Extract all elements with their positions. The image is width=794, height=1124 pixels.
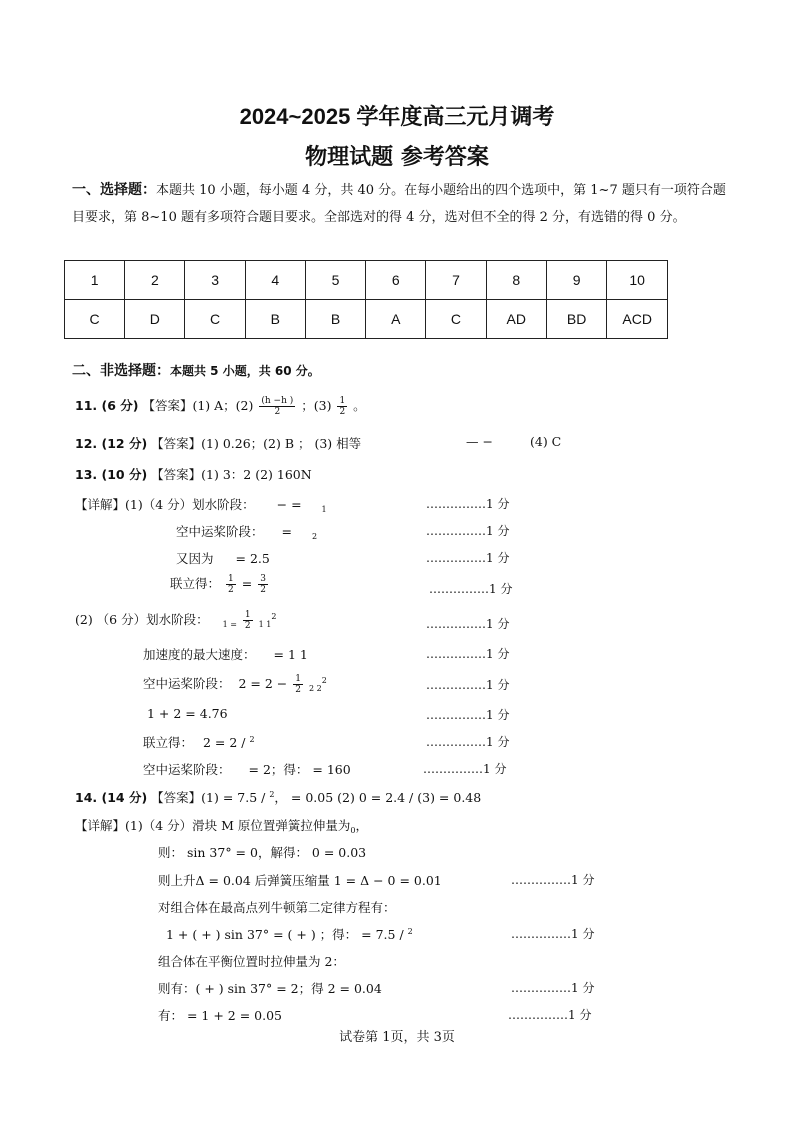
q13-part2-frac-den: 2	[244, 621, 251, 631]
q11-fraction	[259, 396, 295, 417]
answer-cell: ACD	[607, 300, 668, 339]
q13-line4-frac2-num: 3	[260, 574, 266, 584]
q13-line7-eq: 2 = 2 −	[238, 676, 288, 691]
q13-line6-eq: = 1 1	[273, 647, 308, 662]
q13-score-7: ……………1 分	[426, 678, 510, 692]
q14-score-1: ……………1 分	[511, 873, 595, 887]
q13-line2-eq: =	[281, 524, 292, 539]
q12-answer	[75, 434, 361, 452]
q13-line7-sup: 2	[321, 676, 327, 685]
q13-line4-eq: =	[241, 576, 253, 591]
q14-line4-sup: 2	[407, 927, 413, 936]
question-number-cell: 2	[125, 261, 185, 300]
q12-dash: — −	[466, 434, 493, 449]
q13-line10-eq: = 2；得： = 160	[248, 762, 351, 777]
q13-line1-sub: 1	[321, 505, 327, 514]
q13-part2-line4: 1 + 2 = 4.76	[147, 706, 228, 721]
q13-line3-label: 又因为	[176, 551, 214, 566]
answer-cell: A	[366, 300, 426, 339]
q14-detail-label: 【详解】(1)（4 分）滑块 M 原位置弹簧拉伸量为	[75, 818, 351, 833]
answer-cell: B	[305, 300, 365, 339]
q13-line2-sub: 2	[311, 532, 318, 541]
q11-fraction2-num: 1	[339, 396, 346, 406]
q11-fraction2-den: 2	[339, 407, 346, 417]
q13-part2-line2	[143, 645, 308, 663]
q13-line4-frac1-den: 2	[228, 585, 234, 595]
q14-score-4: ……………1 分	[508, 1008, 592, 1022]
q13-part2-sup: 2	[271, 612, 277, 621]
q13-line7-frac-den: 2	[295, 685, 301, 695]
answer-cell: D	[125, 300, 185, 339]
q13-part2-frac	[243, 610, 253, 631]
q13-line9-sup: 2	[249, 735, 255, 744]
q14-line7: 有： = 1 + 2 = 0.05	[158, 1008, 282, 1023]
section2-text: 本题共 5 小题，共 60 分。	[170, 364, 320, 378]
page-subtitle: 物理试题 参考答案	[305, 145, 489, 170]
q13-line9-label: 联立得：	[143, 735, 194, 750]
q13-line7-frac-num: 1	[295, 674, 301, 684]
q12-label: 12. (12 分)	[75, 436, 148, 451]
q14-answer-sup: 2	[269, 790, 275, 799]
q14-line1: 则： sin 37° = 0，解得： 0 = 0.03	[158, 845, 367, 860]
q13-score-4: ……………1 分	[429, 582, 513, 596]
answer-cell: AD	[486, 300, 546, 339]
q13-text: 【答案】(1) 3：2 (2) 160N	[151, 467, 312, 482]
q13-line7-tail: 2 2	[308, 684, 322, 693]
question-number-cell: 7	[426, 261, 486, 300]
q13-score-6: ……………1 分	[426, 647, 510, 661]
q13-label: 13. (10 分)	[75, 467, 148, 482]
q11-fraction2	[337, 396, 347, 417]
answer-cell: C	[65, 300, 125, 339]
q14-line4	[166, 925, 413, 943]
q14-score-2: ……………1 分	[511, 927, 595, 941]
q14-line5: 组合体在平衡位置时拉伸量为 2：	[158, 954, 345, 969]
question-number-cell: 8	[486, 261, 546, 300]
q11-mid: ；(3)	[301, 398, 332, 413]
q13-score-9: ……………1 分	[426, 735, 510, 749]
q14-detail	[75, 816, 368, 835]
q13-line4-label: 联立得：	[170, 576, 221, 591]
q13-part2-line1	[75, 610, 276, 631]
answer-table	[64, 260, 668, 339]
q13-line7-label: 空中运桨阶段：	[143, 676, 231, 691]
answer-cell: BD	[546, 300, 606, 339]
q13-part2-label: (2) （6 分）划水阶段：	[75, 612, 209, 627]
q13-answer	[75, 465, 312, 483]
q14-answer-text2: ， = 0.05 (2) 0 = 2.4 / (3) = 0.48	[274, 790, 482, 805]
q13-part2-tail: 1 1	[258, 620, 272, 629]
q13-part2-eq: 1 =	[222, 620, 237, 629]
q11-suffix: 。	[353, 398, 366, 413]
section1-instructions	[72, 177, 727, 231]
q13-line3-eq: = 2.5	[235, 551, 270, 566]
q14-line4-text: 1 + ( + ) sin 37° = ( + ) ；得： = 7.5 /	[166, 927, 408, 942]
q13-part2-line5	[143, 733, 255, 751]
q11-answer	[75, 396, 366, 417]
q13-line4-frac1	[226, 574, 236, 595]
q13-part2-frac-num: 1	[244, 610, 251, 620]
q13-score-3: ……………1 分	[426, 551, 510, 565]
answer-table-number-row	[65, 261, 668, 300]
question-number-cell: 5	[305, 261, 365, 300]
answer-table-answer-row	[65, 300, 668, 339]
q14-answer	[75, 788, 481, 806]
q13-score-10: ……………1 分	[423, 762, 507, 776]
page-title: 2024~2025 学年度高三元月调考	[239, 104, 555, 129]
answer-cell: B	[245, 300, 305, 339]
question-number-cell: 3	[185, 261, 245, 300]
answer-cell: C	[426, 300, 486, 339]
q13-detail-label: 【详解】(1)（4 分）划水阶段：	[75, 497, 255, 512]
q13-line2-label: 空中运桨阶段：	[176, 524, 264, 539]
q13-score-2: ……………1 分	[426, 524, 510, 538]
q11-prefix: 【答案】(1) A；(2)	[142, 398, 254, 413]
section2-heading: 二、非选择题：	[72, 363, 170, 379]
q13-line9-eq: 2 = 2 /	[203, 735, 250, 750]
q13-detail-line3	[176, 549, 270, 567]
q13-part2-line6	[143, 760, 351, 778]
question-number-cell: 4	[245, 261, 305, 300]
q13-detail-line1	[75, 495, 327, 514]
q13-detail-line4	[170, 574, 270, 595]
q13-line4-frac2	[258, 574, 268, 595]
q14-score-3: ……………1 分	[511, 981, 595, 995]
question-number-cell: 10	[607, 261, 668, 300]
q13-line4-frac1-num: 1	[228, 574, 234, 584]
question-number-cell: 6	[366, 261, 426, 300]
q13-line10-label: 空中运桨阶段：	[143, 762, 231, 777]
question-number-cell: 1	[65, 261, 125, 300]
section2-instructions	[72, 358, 320, 385]
q13-line4-frac2-den: 2	[260, 585, 266, 595]
q12-part4: (4) C	[530, 434, 562, 449]
q14-label: 14. (14 分)	[75, 790, 148, 805]
q14-line6: 则有：( + ) sin 37° = 2；得 2 = 0.04	[158, 981, 382, 996]
q13-line7-frac	[293, 674, 303, 695]
q14-detail-tail: ，	[355, 818, 368, 833]
q13-score-1: ……………1 分	[426, 497, 510, 511]
section1-text: 本题共 10 小题，每小题 4 分，共 40 分。在每小题给出的四个选项中，第 1~7 题只有一项符合题目要求，第 8~10 题有多项符合题目要求。全部选对的得 4 分，选对但不全的得 2 分，有选错的得 0 分。	[72, 183, 726, 225]
q13-line1-eq: − =	[276, 497, 302, 512]
q14-answer-text: 【答案】(1) = 7.5 /	[151, 790, 270, 805]
q11-label: 11. (6 分)	[75, 398, 139, 413]
q13-detail-line2	[176, 522, 317, 541]
answer-cell: C	[185, 300, 245, 339]
q13-line6-label: 加速度的最大速度：	[143, 647, 256, 662]
q11-fraction-den: 2	[274, 407, 281, 417]
section1-heading: 一、选择题：	[72, 182, 156, 198]
q13-score-8: ……………1 分	[426, 708, 510, 722]
q14-line2: 则上升Δ = 0.04 后弹簧压缩量 1 = Δ − 0 = 0.01	[158, 873, 442, 888]
page-footer: 试卷第 1页，共 3页	[339, 1030, 455, 1045]
question-number-cell: 9	[546, 261, 606, 300]
q11-fraction-num: (h −h )	[261, 396, 294, 406]
q12-text: 【答案】(1) 0.26；(2) B ； (3) 相等	[151, 436, 362, 451]
q13-part2-line3	[143, 674, 327, 695]
q14-line3: 对组合体在最高点列牛顿第二定律方程有：	[158, 900, 396, 915]
q13-score-5: ……………1 分	[426, 617, 510, 631]
q14-detail-sub: 0	[350, 826, 356, 835]
